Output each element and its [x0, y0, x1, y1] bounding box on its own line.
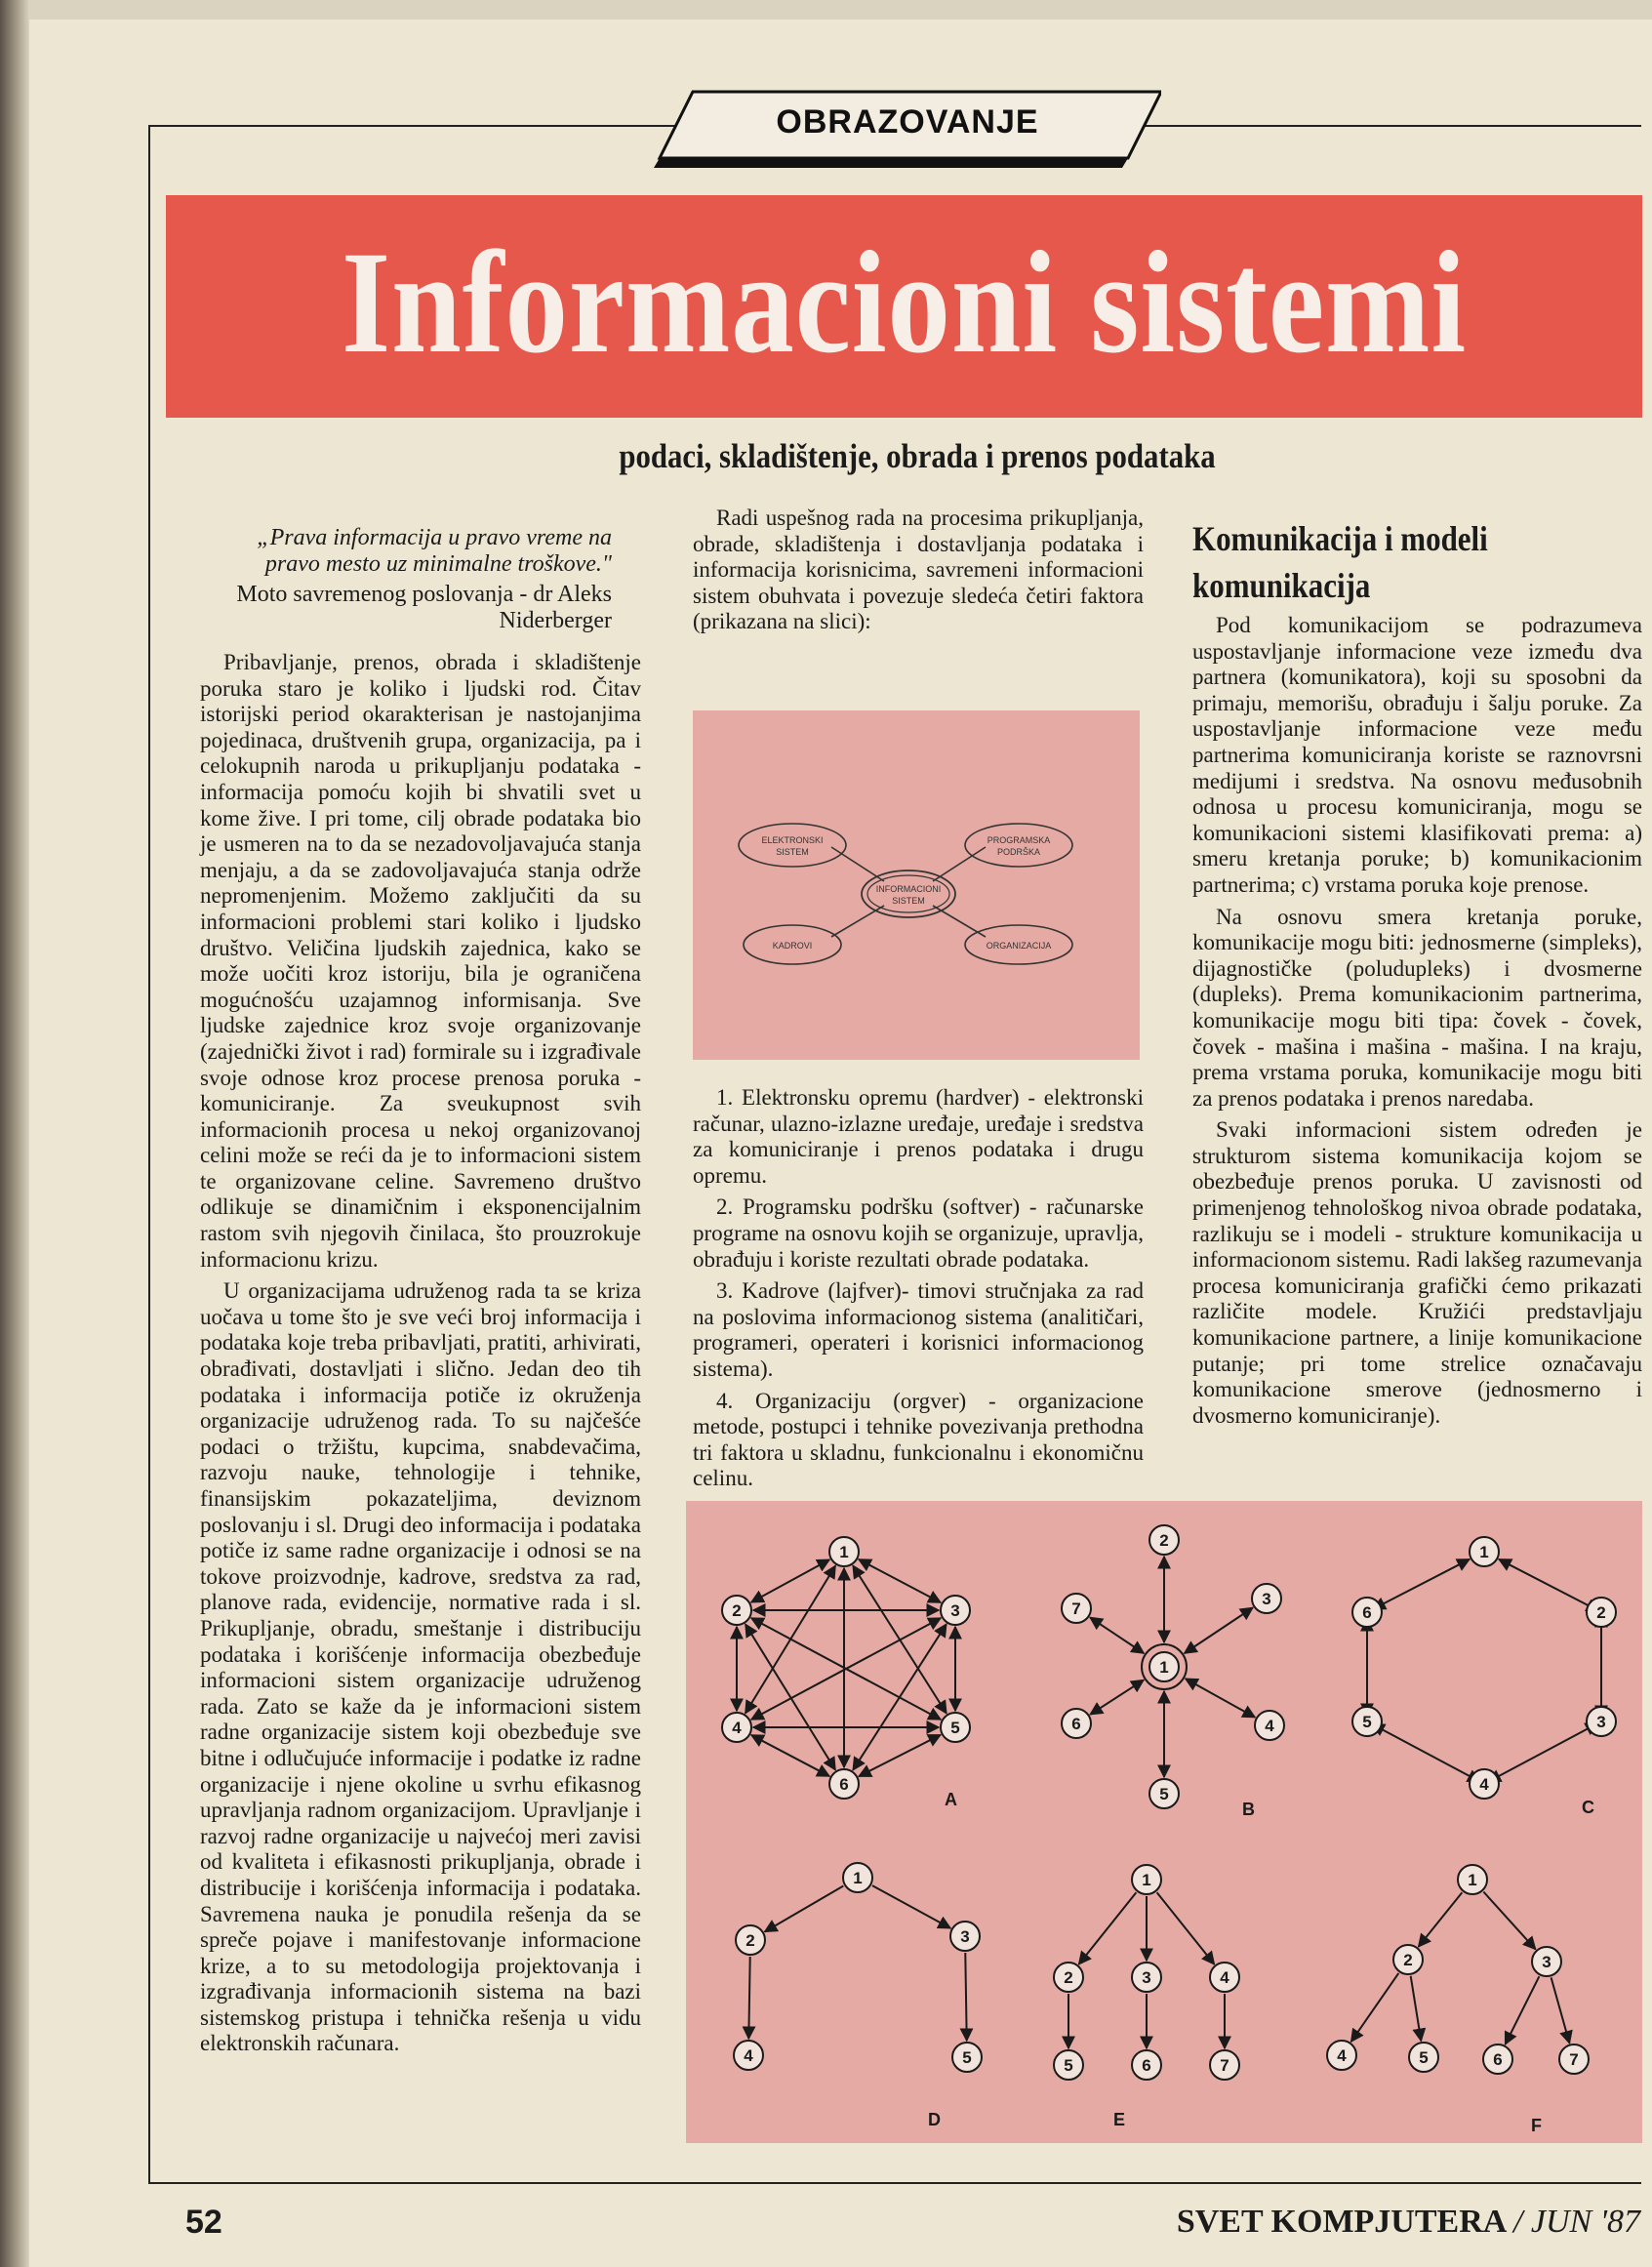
diagram-node-label: 4	[1220, 1968, 1229, 1987]
diagram-node-label: 7	[1071, 1599, 1081, 1618]
node-elektronski	[739, 824, 846, 867]
diagram-node-label: 6	[1142, 2056, 1151, 2075]
diagram-label: E	[1113, 2110, 1126, 2129]
diagram-node-label: 1	[1479, 1543, 1489, 1561]
diagram-edge	[1483, 1892, 1535, 1950]
communication-models-diagram	[686, 1501, 1642, 2143]
diagram-node-label: 7	[1220, 2056, 1229, 2075]
diagram-edge	[1090, 1617, 1144, 1653]
section-tab	[654, 86, 1161, 168]
diagram-node-label: 4	[1265, 1717, 1274, 1735]
column-3	[1192, 613, 1642, 1435]
node-label: KADROVI	[772, 941, 813, 951]
list-item: 3. Kadrove (lajfver)- timovi stručnjaka za rad na poslovima informacionog sistema (analitičari, programeri, operateri i korisnici informacionog sistema).	[693, 1278, 1144, 1381]
diagram-node-label: 4	[1337, 2046, 1347, 2065]
paragraph: Pribavljanje, prenos, obrada i skladištenje poruka staro je koliko i ljudski rod. Čitav istorijski period okarakterisan je nastojanjima pojedinaca, društvenih grupa, organizacija, pa i celokupnih naroda u prikupljanju podataka - informacija pomoću kojih bi shvatili svet u kome žive. I pri tome, cilj obrade podataka bio je usmeren na to da se nezadovoljavajuća stanja menjaju, a da se zadovoljavajuća stanja održe nepromenjenim. Možemo zaključiti da su informacioni problemi stari koliko i ljudsko društvo. Veličina ljudskih zajednica, kako se može uočiti kroz istoriju, bila je ograničena mogućnošću uzajamnog informisanja. Sve ljudske zajednice kroz svoje organizovanje (zajednički život i rad) formirale su i izgrađivale svoje odnose kroz procese prenosa poruka - komuniciranje. Za sveukupnost svih informacionih procesa u nekoj organizovanoj celini može se reći da je to informacioni sistem te organizovane celine. Savremeno društvo odlikuje se dinamičnim i eksponencijalnim rastom svih njegovih činilaca, što prouzrokuje informacionu krizu.	[200, 650, 641, 1272]
node-label: PODRŠKA	[996, 847, 1041, 857]
diagram-edge	[748, 1957, 749, 2039]
magazine-name: SVET KOMPJUTERA	[1176, 2204, 1506, 2240]
column-2-list	[693, 1085, 1144, 1498]
diagram-node-label: 4	[744, 2046, 753, 2065]
paragraph: U organizacijama udruženog rada ta se kriza uočava u tome što je sve veći broj informacija i podataka koje treba pribavljati, pratiti, arhivirati, obrađivati, dostavljati i slično. Jedan deo tih podataka i informacija potiče iz okruženja organizacije udruženog rada. To su najčešće podaci o tržištu, kupcima, snabdevačima, razvoju nauke, tehnologije i tehnike, finansijskim pokazateljima, deviznom poslovanju i sl. Drugi deo informacija i podataka potiče iz same radne organizacije i odnosi se na tokove proizvodnje, kadrove, sredstva za rad, planove rada, evidencije, normative rada i sl. Prikupljanje, obradu, smeštanje i distribuciju podataka i korišćenje informacija obezbeđuje informacioni sistem organizacije udruženog rada. Zato se kaže da je informacioni sistem radne organizacije sistem koji obezbeđuje sve bitne i odlučujuće informacije i podatke iz radne organizacije i njene okoline u svrhu efikasnog upravljanja radnom organizacijom. Upravljanje i razvoj radne organizacije u najvećoj meri zavisi od kvaliteta i efikasnosti prikupljanja, obrade i distribucije i korišćenja informacija i podataka. Savremena nauka je ponudila rešenja da se spreče pojave i manifestovanje informacione krize, a to su metodologija projektovanja i izgrađivanja informacionih sistema na bazi sistemskog pristupa i tehnička rešenja u vidu elektronskih računara.	[200, 1278, 641, 2056]
diagram-node-label: 5	[962, 2048, 972, 2067]
diagram-edge	[1373, 1559, 1470, 1609]
diagram-node-label: 6	[839, 1775, 849, 1794]
diagram-edge	[1372, 1724, 1479, 1782]
diagram-node-label: 5	[1064, 2056, 1073, 2075]
factors-figure	[693, 710, 1140, 1060]
issue-date: JUN '87	[1530, 2204, 1640, 2240]
diagram-node-label: 2	[1064, 1968, 1073, 1987]
node-label: PROGRAMSKA	[987, 835, 1051, 845]
diagram-edge	[1186, 1679, 1255, 1718]
motto-source: Moto savremenog poslovanja - dr Aleks Niderberger	[236, 582, 612, 633]
center-node	[862, 870, 955, 917]
motto-quote: „Prava informacija u pravo vreme na pravo mesto uz minimalne troškove."	[257, 525, 612, 577]
center-label-1: INFORMACIONI	[875, 884, 942, 894]
diagram-node-label: 6	[1362, 1603, 1372, 1622]
frame-rule-bottom	[148, 2182, 1641, 2184]
magazine-spine	[0, 0, 29, 2267]
section-heading	[1192, 515, 1579, 609]
node-label: ELEKTRONSKI	[761, 835, 824, 845]
diagram-edge	[872, 1885, 950, 1928]
diagram-node-label: 3	[1142, 1968, 1151, 1987]
diagram-node-label: 5	[950, 1719, 960, 1737]
node-label: ORGANIZACIJA	[986, 941, 1052, 951]
section-heading-line: komunikacija	[1192, 566, 1371, 605]
diagram-label: C	[1582, 1798, 1594, 1817]
diagram-edge	[1157, 1892, 1215, 1963]
node-label: SISTEM	[776, 847, 809, 857]
diagram-label: B	[1242, 1800, 1255, 1819]
diagram-label: A	[945, 1790, 957, 1809]
diagram-edge	[1079, 1892, 1137, 1963]
diagram-edge	[1419, 1892, 1463, 1947]
paragraph: Svaki informacioni sistem određen je strukturom sistema komunikacija kojom se obezbeđuje prenos poruka. U zavisnosti od primenjenog tehnološkog nivoa obrade podataka, razlikuju se i modeli - strukture komunikacija u informacionom sistemu. Radi lakšeg razumevanja procesa komuniciranja grafički ćemo prikazati različite modele. Kružići predstavljaju komunikacione partnere, a linije komunikacione putanje; pri tome strelice označavaju komunikacione smerove (jednosmerno i dvosmerno komuniciranje).	[1192, 1117, 1642, 1428]
list-item: 2. Programsku podršku (softver) - računarske programe na osnovu kojih se organizuje, upravlja, obrađuju i koriste rezultati obrade podataka.	[693, 1194, 1144, 1272]
diagram-edge	[765, 1886, 844, 1932]
diagram-edge	[1488, 1723, 1597, 1782]
list-item: 4. Organizaciju (orgver) - organizacione metode, postupci i tehnike povezivanja prethodna tri faktora u skladnu, funkcionalnu i ekonomičnu celinu.	[693, 1388, 1144, 1491]
diagram-node-label: 2	[1596, 1603, 1606, 1622]
diagram-node-label: 3	[1542, 1953, 1551, 1971]
diagram-node-label: 2	[1159, 1531, 1169, 1550]
diagram-node-label: 2	[745, 1931, 755, 1950]
diagram-node-label: 3	[950, 1601, 960, 1620]
diagram-label: D	[928, 2110, 941, 2129]
diagram-edge	[1499, 1559, 1598, 1611]
section-heading-line: Komunikacija i modeli	[1192, 519, 1488, 558]
diagram-edge	[1551, 1977, 1570, 2043]
diagram-node-label: 7	[1569, 2050, 1579, 2069]
diagram-node-label: 5	[1159, 1785, 1169, 1803]
diagram-edge	[1351, 1973, 1399, 2042]
footer-separator: /	[1512, 2204, 1523, 2240]
diagram-node-label: 1	[1159, 1658, 1169, 1677]
paragraph: Na osnovu smera kretanja poruke, komunikacije mogu biti: jednosmerne (simpleks), dijagnostičke (poludupleks) i dvosmerne (dupleks). Prema komunikacionim partnerima, komunikacije mogu biti tipa: čovek - čovek, čovek - mašina i mašina - mašina. I na kraju, prema vrstama poruka, komunikacije mogu biti za prenos podataka i prenos naredaba.	[1192, 904, 1642, 1111]
center-label-2: SISTEM	[892, 896, 925, 906]
communication-models-figure	[686, 1501, 1642, 2143]
diagram-node-label: 3	[1596, 1713, 1606, 1731]
paragraph: Pod komunikacijom se podrazumeva uspostavljanje informacione veze između dva partnera (komunikatora), koji su sposobni da primaju, memorišu, obrađuju i šalju poruke. Za uspostavljanje informacione veze među partnerima komuniciranja koriste se raznovrsni medijumi i sredstva. Na osnovu međusobnih odnosa u procesu komuniciranja, mogu se komunikacioni sistemi klasifikovati prema: a) smeru kretanja poruke; b) komunikacionim partnerima; c) vrstama poruka koje prenose.	[1192, 613, 1642, 897]
diagram-node-label: 6	[1071, 1715, 1081, 1733]
diagram-edge	[1506, 1976, 1540, 2044]
diagram-edge	[1411, 1976, 1422, 2041]
diagram-node-label: 4	[1479, 1775, 1489, 1794]
diagram-node-label: 6	[1493, 2050, 1503, 2069]
diagram-label: F	[1531, 2116, 1542, 2135]
diagram-edge	[965, 1953, 966, 2041]
diagram-edge	[1090, 1680, 1144, 1715]
diagram-edge	[745, 1624, 835, 1769]
diagram-node-label: 4	[732, 1719, 742, 1737]
paragraph: Radi uspešnog rada na procesima prikupljanja, obrade, skladištenja i dostavljanja podataka i informacija korisnicima, savremeni informacioni sistem obuhvata i povezuje sledeća četiri faktora (prikazana na slici):	[693, 506, 1144, 634]
diagram-node-label: 3	[1262, 1590, 1271, 1608]
magazine-footer	[1177, 2204, 1640, 2241]
article-subtitle: podaci, skladištenje, obrada i prenos podataka	[619, 437, 1216, 475]
diagram-edge	[853, 1624, 947, 1769]
diagram-node-label: 1	[839, 1543, 849, 1561]
diagram-node-label: 1	[853, 1869, 863, 1887]
diagram-node-label: 1	[1142, 1871, 1151, 1889]
section-label: OBRAZOVANJE	[776, 103, 1039, 141]
page-number: 52	[185, 2204, 222, 2241]
column-1	[200, 525, 641, 2063]
node-programska	[965, 824, 1072, 867]
diagram-node-label: 2	[732, 1601, 742, 1620]
list-item: 1. Elektronsku opremu (hardver) - elektronski računar, ulazno-izlazne uređaje, uređaje i sredstva za komuniciranje i prenos podataka i drugu opremu.	[693, 1085, 1144, 1188]
factors-diagram	[693, 710, 1140, 1060]
diagram-node-label: 5	[1362, 1713, 1372, 1731]
frame-rule-left	[148, 125, 150, 2184]
title-banner	[166, 195, 1642, 418]
column-2	[693, 506, 1144, 641]
article-title: Informacioni sistemi	[341, 222, 1467, 384]
diagram-node-label: 1	[1468, 1871, 1477, 1889]
diagram-edge	[1185, 1607, 1253, 1653]
diagram-node-label: 3	[960, 1927, 970, 1946]
diagram-node-label: 5	[1419, 2048, 1429, 2067]
diagram-node-label: 2	[1403, 1951, 1413, 1969]
